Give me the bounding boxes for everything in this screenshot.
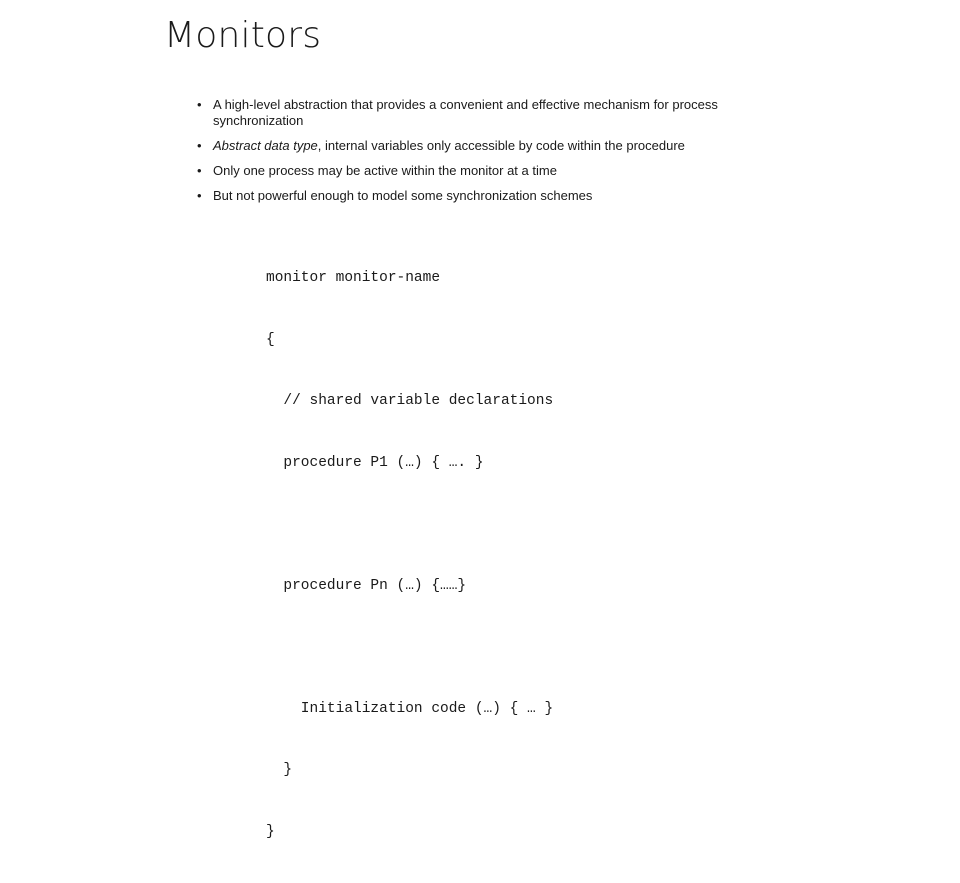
bullet-dot-icon: • [197, 163, 202, 178]
bullet-list [197, 97, 757, 204]
bullet-item [197, 188, 757, 204]
bullet-dot-icon: • [197, 97, 202, 112]
bullet-dot-icon: • [197, 138, 202, 153]
code-line [266, 637, 553, 658]
code-line: { [266, 331, 275, 348]
slide-title: Monitors [164, 15, 322, 56]
code-line: monitor monitor-name [266, 270, 441, 286]
code-line: } [266, 762, 293, 778]
bullet-text: Only one process may be active within the monitor at a time [213, 163, 557, 178]
bullet-text-italic: Abstract data type [213, 138, 318, 153]
bullet-text: A high-level abstraction that provides a convenient and effective mechanism for process synchronization [213, 97, 718, 128]
code-line: // shared variable declarations [266, 393, 554, 409]
bullet-dot-icon: • [197, 188, 202, 203]
code-line: Initialization code (…) { … } [266, 700, 554, 717]
code-line: } [266, 823, 275, 840]
code-line: procedure P1 (…) { …. } [266, 454, 484, 471]
bullet-item [197, 163, 757, 179]
bullet-item [197, 97, 757, 129]
code-block [266, 227, 553, 883]
code-line: procedure Pn (…) {……} [266, 577, 467, 594]
bullet-text: , internal variables only accessible by code within the procedure [317, 138, 685, 153]
bullet-item [197, 138, 757, 154]
code-line [266, 514, 553, 535]
bullet-text: But not powerful enough to model some synchronization schemes [213, 188, 593, 203]
